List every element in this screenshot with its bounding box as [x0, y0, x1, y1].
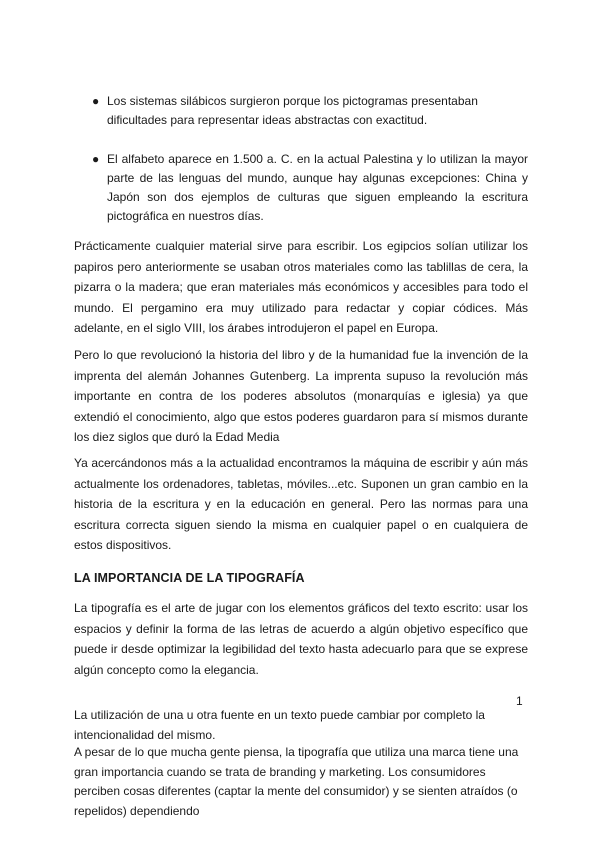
- bullet-text: El alfabeto aparece en 1.500 a. C. en la actual Palestina y lo utilizan la mayor parte de las lenguas del mundo, aunque hay algunas excepciones: China y Japón son dos ejemplos de culturas que siguen empleando la escritura pictográfica en nuestros días.: [107, 152, 528, 223]
- bullet-text: Los sistemas silábicos surgieron porque los pictogramas presentaban dificultades para representar ideas abstractas con exactitud.: [107, 94, 478, 127]
- paragraph-font-intentionality: La utilización de una u otra fuente en un texto puede cambiar por completo la intencionalidad del mismo.: [74, 708, 485, 742]
- paragraph-modern-writing: Ya acercándonos más a la actualidad encontramos la máquina de escribir y aún más actualmente los ordenadores, tabletas, móviles...etc. Suponen un gran cambio en la historia de la escritura y en la educación en general. Pero las normas para una escritura correcta siguen siendo la misma en cualquier papel o en cualquiera de estos dispositivos.: [74, 456, 528, 552]
- bullet-dot: ●: [92, 94, 100, 108]
- bullet-item-alphabet: [92, 150, 528, 226]
- bullet-item-syllabic: [92, 92, 528, 130]
- section-heading: LA IMPORTANCIA DE LA TIPOGRAFÍA: [74, 571, 305, 585]
- paragraph-branding: A pesar de lo que mucha gente piensa, la tipografía que utiliza una marca tiene una gran importancia cuando se trata de branding y marketing. Los consumidores perciben cosas diferentes (captar la mente del consumidor) y se sienten atraídos (o repelidos) dependiendo: [74, 745, 519, 818]
- paragraph-materials: Prácticamente cualquier material sirve para escribir. Los egipcios solían utilizar los papiros pero anteriormente se usaban otros materiales como las tablillas de cera, la pizarra o la madera; que eran materiales más económicos y accesibles para todo el mundo. El pergamino era muy utilizado para redactar y copiar códices. Más adelante, en el siglo VIII, los árabes introdujeron el papel en Europa.: [74, 239, 528, 335]
- bullet-dot: ●: [92, 152, 100, 166]
- paragraph-gutenberg: Pero lo que revolucionó la historia del libro y de la humanidad fue la invención de la imprenta del alemán Johannes Gutenberg. La imprenta supuso la revolución más importante en contra de los poderes absolutos (monarquías e iglesia) ya que extendió el conocimiento, algo que estos poderes guardaron para sí mismos durante los diez siglos que duró la Edad Media: [74, 348, 528, 444]
- page-number: 1: [516, 694, 523, 708]
- paragraph-typography-definition: La tipografía es el arte de jugar con los elementos gráficos del texto escrito: usar los espacios y definir la forma de las letras de acuerdo a algún objetivo específico que puede ir desde optimizar la legibilidad del texto hasta adecuarlo para que se exprese algún concepto como la elegancia.: [74, 601, 528, 677]
